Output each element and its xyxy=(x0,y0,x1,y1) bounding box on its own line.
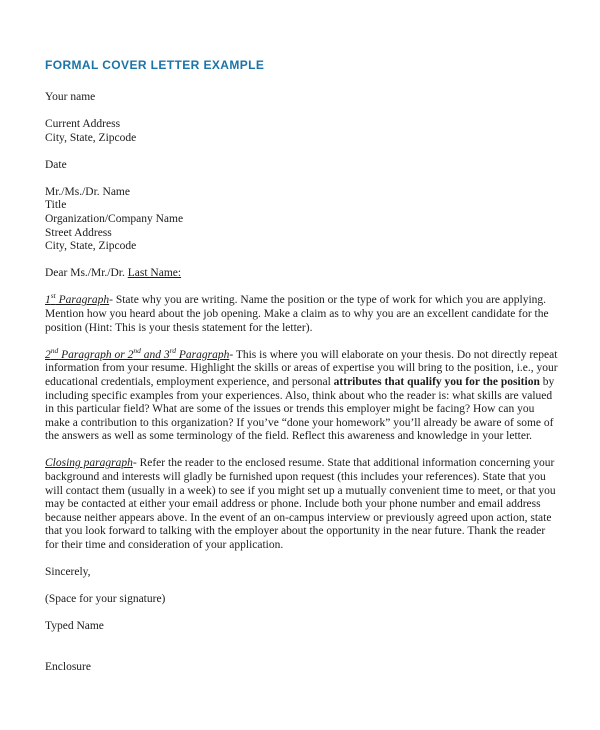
paragraph-second-bold-phrase: attributes that qualify you for the position xyxy=(333,375,540,388)
ordinal-number: 1 xyxy=(45,294,51,307)
closing-sincerely: Sincerely, xyxy=(45,566,91,579)
lead-text: Paragraph xyxy=(175,348,230,361)
sender-name: Your name xyxy=(45,91,96,103)
document-title: FORMAL COVER LETTER EXAMPLE xyxy=(45,58,265,72)
recipient-street: Street Address xyxy=(45,226,112,239)
lead-text: and 3 xyxy=(140,348,170,361)
enclosure-line: Enclosure xyxy=(45,660,91,673)
salutation-line xyxy=(45,267,558,281)
ordinal-suffix: nd xyxy=(50,345,59,355)
signature-space: (Space for your signature) xyxy=(45,593,166,606)
ordinal-number: 2 xyxy=(45,348,51,361)
recipient-organization: Organization/Company Name xyxy=(45,213,184,226)
paragraph-second-body-start: - This is where you will elaborate on your thesis. Do not directly repeat information from your resume. Highlight the skills or areas of expertise you will bring to the position, i.e., your educational credentials, employment experience, and personal xyxy=(45,348,558,388)
paragraph-first-lead xyxy=(45,291,110,307)
sender-address-block xyxy=(45,118,558,145)
ordinal-suffix: rd xyxy=(169,345,176,355)
paragraph-second-lead xyxy=(45,345,230,361)
ordinal-suffix: st xyxy=(50,291,56,301)
paragraph-closing-body: - Refer the reader to the enclosed resume. State that additional information concerning your background and interests will gladly be furnished upon request (this includes your references). State that you will contact them (usually in a week) to see if you might set up a mutually convenient time to meet, or that you may be contacted at either your email address or phone. Include both your phone number and email address because neither appears above. In the event of an on-campus interview or previously agreed upon action, state that you look forward to talking with the employer about the opportunity in the near future. Thank the reader for their time and consideration of your application. xyxy=(45,457,556,551)
salutation-last-name: Last Name: xyxy=(127,267,182,280)
typed-name: Typed Name xyxy=(45,620,104,633)
lead-text: Paragraph or 2 xyxy=(58,348,134,361)
paragraph-closing-lead: Closing paragraph xyxy=(45,457,133,470)
paragraph-first-body: - State why you are writing. Name the position or the type of work for which you are applying. Mention how you heard about the job opening. Make a claim as to why you are an excellent candidate for the position (Hint: This is your thesis statement for the letter). xyxy=(45,294,549,334)
recipient-title: Title xyxy=(45,199,67,212)
recipient-city: City, State, Zipcode xyxy=(45,240,137,253)
sender-address-line1: Current Address xyxy=(45,118,121,131)
paragraph-second xyxy=(45,345,558,444)
paragraph-second-body-end: by including specific examples from your experiences. Also, think about who the reader is: what skills are valued in this particular field? What are some of the issues or trends this employer might be facing? How can you make a contribution to this organization? If you’ve “done your homework” you’ll already be aware of some of the answers as well as some terminology of the field. Reflect this awareness and knowledge in your letter. xyxy=(45,375,555,443)
ordinal-suffix: nd xyxy=(133,345,141,355)
lead-text: Paragraph xyxy=(55,294,110,307)
salutation-prefix: Dear Ms./Mr./Dr. xyxy=(45,267,128,280)
recipient-name: Mr./Ms./Dr. Name xyxy=(45,185,130,198)
recipient-block xyxy=(45,186,558,254)
paragraph-first xyxy=(45,291,558,335)
sender-address-line2: City, State, Zipcode xyxy=(45,131,137,144)
paragraph-closing xyxy=(45,457,558,552)
date-line: Date xyxy=(45,158,67,171)
